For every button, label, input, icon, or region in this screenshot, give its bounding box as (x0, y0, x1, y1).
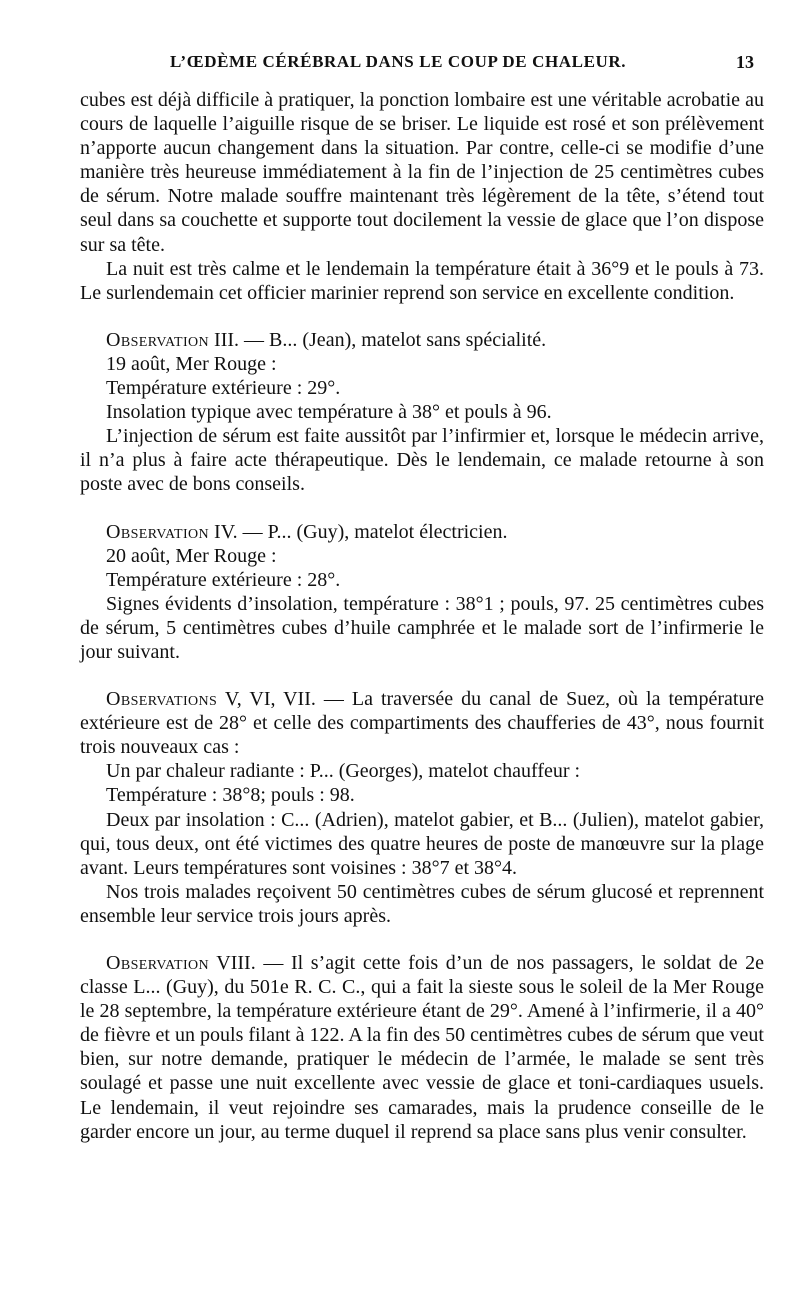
observation-label: Observation (106, 328, 210, 351)
page-number: 13 (736, 52, 754, 72)
observation-3-symptoms: Insolation typique avec température à 38° et pouls à 96. (106, 401, 552, 424)
observation-4-temperature: Température extérieure : 28°. (106, 568, 341, 591)
paragraph: La nuit est très calme et le lendemain la température était à 36°9 et le pouls à 73. Le surlendemain cet officier marinier reprend son service en excellente condition. (80, 257, 764, 304)
observation-4-heading: Observation IV. — P... (Guy), matelot électricien. (106, 520, 508, 543)
observation-3-temperature: Température extérieure : 29°. (106, 377, 341, 400)
observations-5-7-heading: Observations V, VI, VII. — La traversée du canal de Suez, où la température extérieure est de 28° et celle des compartiments des chaufferies de 43°, nous fournit trois nouveaux cas : (80, 688, 764, 759)
observation-3-text: L’injection de sérum est faite aussitôt par l’infirmier et, lorsque le médecin arrive, il n’a plus à faire acte thérapeutique. Dès le lendemain, ce malade retourne à son poste avec de bons conseils. (80, 425, 764, 496)
observation-8-text: Observation VIII. — Il s’agit cette fois d’un de nos passagers, le soldat de 2e classe L... (Guy), du 501e R. C. C., qui a fait la sieste sous le soleil de la Mer Rouge le 28 septembre, la température extérieure étant de 29°. Amené à l’infirmerie, il a 40° de fièvre et un pouls filant à 122. A la fin des 50 centimètres cubes de sérum que veut bien, sur notre demande, pratiquer le médecin de l’armée, le malade se sent très soulagé et passe une nuit excellente avec vessie de glace et toni-cardiaques usuels. Le lendemain, il veut rejoindre ses camarades, mais la prudence conseille de le garder encore un jour, au terme duquel il reprend sa place sans plus venir consulter. (80, 952, 764, 1143)
observation-label: Observations (106, 688, 218, 711)
observation-4-text: Signes évidents d’insolation, température : 38°1 ; pouls, 97. 25 centimètres cubes de sérum, 5 centimètres cubes d’huile camphrée et le malade sort de l’infirmerie le jour suivant. (80, 592, 764, 663)
body-text (80, 88, 764, 1144)
observations-5-7-text: Deux par insolation : C... (Adrien), matelot gabier, et B... (Julien), matelot gabier, qui, tous deux, ont été victimes des quatre heures de poste de manœuvre sur la plage avant. Leurs températures sont voisines : 38°7 et 38°4. (80, 808, 764, 879)
observation-4-date: 20 août, Mer Rouge : (106, 544, 277, 567)
page-header (0, 52, 800, 82)
observations-5-7-case: Un par chaleur radiante : P... (Georges), matelot chauffeur : (106, 760, 581, 783)
running-title: L’ŒDÈME CÉRÉBRAL DANS LE COUP DE CHALEUR. (170, 52, 627, 71)
observations-5-7-temperature: Température : 38°8; pouls : 98. (106, 784, 355, 807)
observation-3-heading: Observation III. — B... (Jean), matelot sans spécialité. (106, 328, 547, 351)
observation-label: Observation (106, 952, 210, 974)
paragraph-continued: cubes est déjà difficile à pratiquer, la ponction lombaire est une véritable acrobatie au cours de laquelle l’aiguille risque de se briser. Le liquide est rosé et son prélèvement n’apporte aucun changement dans la situation. Par contre, celle-ci se modifie d’une manière très heureuse immédiatement à la fin de l’injection de 25 centimètres cubes de sérum. Notre malade souffre maintenant très légèrement de la tête, s’étend tout seul dans sa couchette et supporte tout docilement la vessie de glace que l’on dispose sur sa tête. (80, 89, 764, 256)
observation-3-date: 19 août, Mer Rouge : (106, 352, 277, 375)
observations-5-7-text: Nos trois malades reçoivent 50 centimètres cubes de sérum glucosé et reprennent ensemble leur service trois jours après. (80, 880, 764, 927)
observation-label: Observation (106, 520, 210, 543)
